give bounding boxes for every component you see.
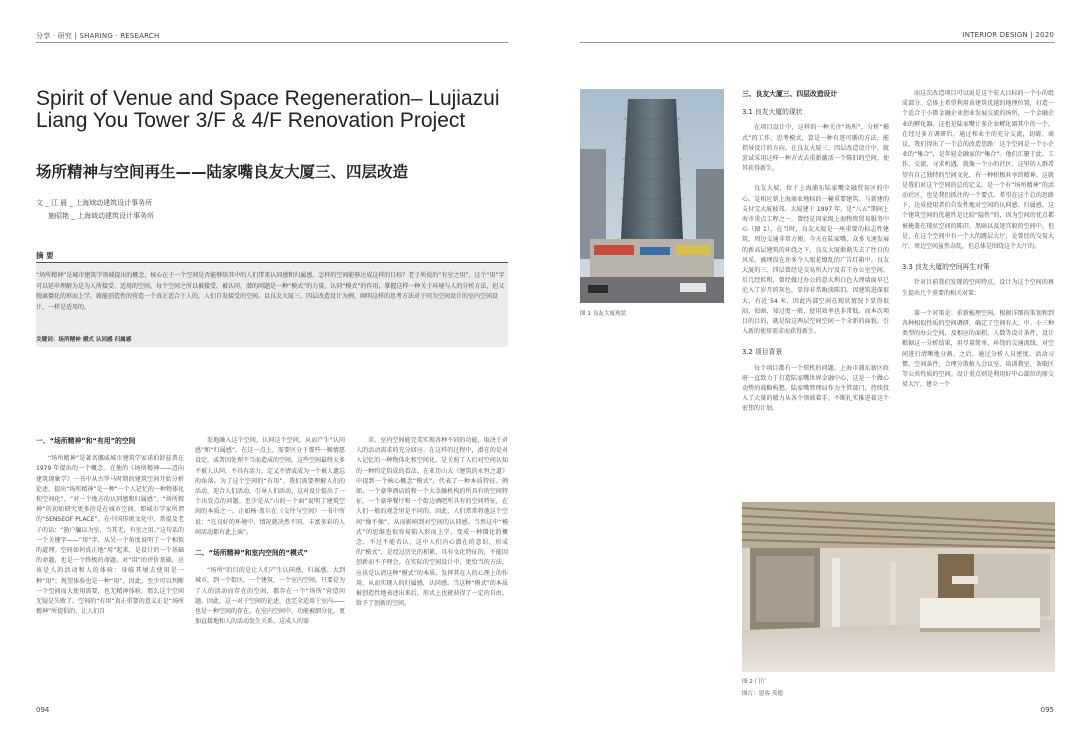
lobby-photo	[742, 502, 1055, 672]
paragraph: 每个项目都有一个契机的问题。上海市浦东新区政府一直致力于打造陆家嘴世界金融中心，这是一个做心动势的战略构想。陆家嘴管理局作为主管部门，持续投入了大量的精力从各个领域着手，不断扎实推进着这个宏伟的计划。	[742, 364, 889, 413]
paragraph: 针对目前我们发现的空间特点，设计为这个空间的再生提出几个重要的相关对策：	[902, 279, 1054, 297]
section-heading: 三、良友大厦三、四层改造设计	[742, 90, 838, 98]
running-header-left: 分享 · 研究 | SHARING · RESEARCH	[36, 32, 160, 40]
figure-2-credit: 图片：恩客 英德	[742, 691, 783, 697]
subsection-heading: 3.3 良友大厦的空间再生对策	[902, 263, 990, 272]
column-4	[742, 89, 889, 425]
section-heading: 二、“场所精神”和室内空间的“模式”	[195, 549, 309, 558]
paragraph: “场所”的目的是让人们产生认同感，归属感。大到城市，到一个街区，一个建筑，一个室内空间。只要是为了人的活动而存在的空间，都存在一个“场所”营造问题。因此，这一对于空间的论述，也完全适用于室内——也是一种空间的存在。在室内空间中，功能被细分化，更加直接地和人的活动发生关系，这成人的需	[195, 567, 346, 626]
figure-1-caption: 图 1 良友大厦现状	[580, 311, 627, 317]
figure-2-caption: 图 2 门厅	[742, 679, 766, 685]
page-number-left: 094	[36, 706, 50, 714]
subsection-heading: 3.1 良友大厦的现状	[742, 108, 803, 117]
paragraph: 良友大厦，位于上海浦东陆家嘴金融贸易区的中心。是相应新上海商业地标的一幢重要建筑。与新建的支付宝大厦彼邻。大厦建于 1997 年，是“八五”期间上海市重点工程之一。曾经是国家级上海物资贸易服务中心（图 1）。在当时，良友大厦是一座重要的标志性建筑，周边交通非常方便。今天在陆家嘴，众多飞速发展的新高层建筑的环绕之下，良友大厦渐渐失去了往日的风采，被埋没在许多令人眼花缭乱的广告灯箱中。良友大厦的三、四层曾经是交易所大厅及若干办公室空间，后几经转租，曾经做过办公的意大利白色大理墙面早已沦入了岁月的灰色，显得非常晦淡陈旧。因建筑进深很大，有近 54 米，因此内部空间在现状情况下显得很闷，很暗，知过度一般，使用效率也非常低。而本次项目的目的，就是给这两层空间空间一个全新的面貌，引入新的使用需求而获得新生。	[742, 185, 889, 336]
author-line: 施昭艳 _ 上海域动建筑设计事务所	[48, 212, 154, 220]
header-rule-right	[580, 42, 1055, 43]
paragraph: 发地融入这个空间，认同这个空间，从而产生“认同感”和“归属感”。在这一点上，需要区分于那些一厢情愿设定，或者因处理不当而造成的空间。这些空间最终大多不被人认同，不具有活力，定义不清或成为一个被人遗忘的角落。为了这个空间的“有用”，我们需要理解人们的活动，迎合人们活动，引导人们活动。这对设计提出了一个出发点的问题。至少是从“山的一个面”说明了建筑空间的本质之一。正如杨·盖尔在《交往与空间》一书中所说：“在良好的环境中，情况就决然不同。丰富多彩的人间活动都有此上演”。	[195, 437, 346, 536]
author-list	[36, 197, 154, 223]
subsection-heading: 3.2 项目背景	[742, 348, 783, 357]
paragraph: 第一个对策是：重新梳理空间。根据详细的策划和到各种相似性质的空间调研，确定了空间有大、中、小三种类型的办公空间，及相应的面积、人数等设计条件。设计根据这一分析结果，用尽量简单，环绕的交通流线，对空间进行清晰地分割。之后，通过分析人员密度，活动习惯，空间条件，合理分散植入会议室、培训教室、茶歇区等公共性质的空间。设计重点则是利用好中心部位的原交易大厅，建立一个	[902, 309, 1054, 389]
keywords: 关键词：场所精神 模式 认同感 归属感	[36, 337, 132, 343]
author-line: 文 _ 江 晨 _ 上海域动建筑设计事务所	[36, 199, 153, 207]
abstract-label: 摘 要	[36, 251, 54, 260]
paragraph: 在项目设计中，这样的一种关注“场所”，分析“模式”的工作，思考模式，算是一种有迹可循的方法，能指导设计的方向。在良友大厦三、四层改造设计中，就尝试采用这样一种方式去重新激活一个陈旧的空间，使其获得新生。	[742, 124, 889, 173]
section-heading: 一、“场所精神”和“有用”的空间	[36, 437, 136, 445]
header-rule-left	[36, 42, 508, 43]
article-title-en: Spirit of Venue and Space Regeneration– Lujiazui Liang You Tower 3/F & 4/F Renovation Project	[36, 87, 500, 132]
building-photo	[580, 89, 724, 303]
page-number-right: 095	[1040, 706, 1054, 714]
paragraph: “场所精神”是著名挪威城市建筑学家诺伯舒兹普在 1979 年提出的一个概念。在他的《场所精神——迈向建筑现象学》一书中从古罗马时期的建筑空间开始分析论述，提出“场所精神”是一种“一个人记忆的一种物体化和空间化”，“对一个地方的认同感和归属感”。“场所精神”的初始研究更多的是在城市空间，即城市学家所谓的“SENSEOF PLACE”。在中国传统文化中，常提及老子的话：“凿户牖以为室，当其无，有室之用。”这句话的一个关键字——“用”字，从另一个角度说明了一个相似的道理。空间如何真正地“用”起来，是设计的一个基础的命题，也是一个终极的命题。对“用”的评价基础，应该是人的活动和人的体验：身临其境去使用是一种“用”；观望体验也是一种“用”。因此，至少可以判断一个空间而大使用需要，也无精神体验，那么这个空间无疑是失败了。空间的“有用”真正重要的意义正是“场所精神”所提倡的，让人们自	[36, 455, 184, 616]
column-2	[195, 436, 345, 637]
abstract-text: “场所精神”是城市建筑学领域提出的概念，核心在于一个空间是否能够给其中的人们带来认同感和归属感。怎样的空间能够达成这样的目标？老子所说的“有室之用”，这个“用”字可以延申理解为是为人所接受、适用的空间。每个空间之所以被接受，被认同，潜的问题是一种“模式”的力量。认同“模式”的作用，掌握这样一种关于环境与人的分析方法，但又脱离僵化的形而上学，就能创造性的营造一个真正适合于人的，人们自发接受的空间。以良友大厦三、四层改造设计为例，阐明这样的思考方法对于同为空间设计的室内空间设计，一样是适用的。	[36, 272, 505, 311]
paragraph: 求。室内空间能完美实现各种不同的功能，取决于对人的活动需求的充分回应。在这样的过程中，潜在的是对人记忆的一种物体化和空间化，是关照了人们对空间认知的一种约定俗成的看法。在亚历山大《建筑的永恒之道》中提到一个核心概念“模式”，代表了一种本质特征。例如，一个豪华酒店的和一个大金融机构的所具有的空间特征，一个豪华餐厅和一个街边酒吧所具有的空间特征，在人们一般的观念里是不同的。因此，人们常常将他这个空间“像不像”，从而影响到对空间的认同感。当然这中“模式”的思维也很容易陷入形而上学，变成一种僵化的概念。不过不能否认，这中人们内心潜在的意识，形成的“模式”，是经过历史的积累，具有文化特征的，不能因创新而不予理会。在实际的空间设计中，更恰当的方法，应该是认清这种“模式”的本质，发挥其在人的心理上的作用，从而实现人的归属感，认同感。当这种“模式”的本质被创造性地表述出来后，形式上也就获得了一定的自由，给予了创新的空间。	[356, 437, 508, 608]
column-5	[902, 89, 1054, 400]
paragraph: 而这次改造项目可以说是这个宏大目标的一个小的组成部分。总体上希望利用该建筑优越的地理位置，打造一个适合于小微金融企业创业发展交流的场所，一个金融企业的孵化器。这也是陆家嘴计多企业孵化器其中的一个。在经过多方调研后，通过和业主的充分交流，切磋、商议，我们得出了一个总的改造思路：这个空间是一个小企业的“集合”，是年轻金融家的“集合”。他们汇聚于此，工作、交流、寻求机遇，就像一个小的社区。这里的人群希望有自己独特的空间文化，有一种积极共享的精神。这就是我们对这个空间的总的定义，是一个有“场所精神”的活动社区，也是我们抓住的一个要点。希望在这个总的思路下，达成使用者们自发性地对空间的认同感、归属感。这个建筑空间的优越性是比较“隐性”的，因为空间的优点都被掩盖在现状空间的陈旧、黑暗以及迷宫般的空间中。但是，在这个空间中有一个大的跳层大厅，是曾经的交易大厅，周边空间虽然杂乱，但总体是围绕这个大厅的。	[902, 90, 1054, 251]
column-3	[356, 436, 508, 619]
column-1	[36, 436, 184, 627]
running-header-right: INTERIOR DESIGN | 2020	[962, 31, 1054, 39]
article-title-cn: 场所精神与空间再生——陆家嘴良友大厦三、四层改造	[36, 163, 409, 181]
